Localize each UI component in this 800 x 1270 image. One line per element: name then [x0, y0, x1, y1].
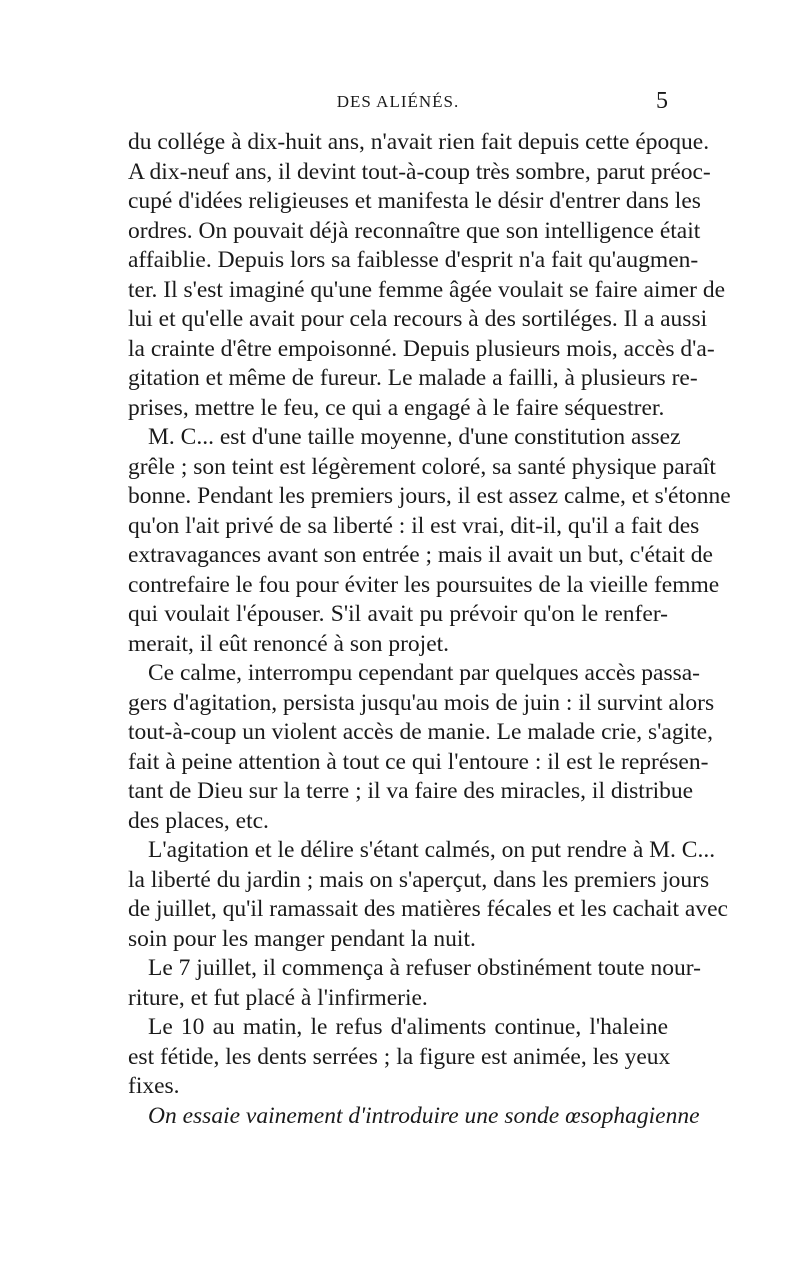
- text-line: riture, et fut placé à l'infirmerie.: [128, 985, 428, 1011]
- text-line: On essaie vainement d'introduire une sonde œsophagienne: [148, 1103, 700, 1129]
- text-line: merait, il eût renoncé à son projet.: [128, 631, 450, 657]
- text-line: la liberté du jardin ; mais on s'aperçut, dans les premiers jours: [128, 867, 710, 893]
- text-line: des places, etc.: [128, 808, 269, 834]
- text-line: A dix-neuf ans, il devint tout-à-coup très sombre, parut préoc-: [128, 159, 711, 185]
- text-line: lui et qu'elle avait pour cela recours à des sortiléges. Il a aussi: [128, 306, 708, 332]
- text-line: grêle ; son teint est légèrement coloré, sa santé physique paraît: [128, 454, 716, 480]
- text-line: gers d'agitation, persista jusqu'au mois de juin : il survint alors: [128, 690, 715, 716]
- text-line: fait à peine attention à tout ce qui l'entoure : il est le représen-: [128, 749, 709, 775]
- text-line: ter. Il s'est imaginé qu'une femme âgée voulait se faire aimer de: [128, 277, 726, 303]
- page-number: 5: [656, 88, 668, 114]
- text-line: Le 7 juillet, il commença à refuser obstinément toute nour-: [148, 955, 701, 981]
- text-line: extravagances avant son entrée ; mais il avait un but, c'était de: [128, 542, 713, 568]
- text-line: L'agitation et le délire s'étant calmés, on put rendre à M. C...: [148, 837, 716, 863]
- running-title: DES ALIÉNÉS.: [336, 92, 460, 111]
- text-line: contrefaire le fou pour éviter les poursuites de la vieille femme: [128, 572, 720, 598]
- text-line: cupé d'idées religieuses et manifesta le désir d'entrer dans les: [128, 188, 701, 214]
- page-header: [128, 88, 668, 118]
- text-line: est fétide, les dents serrées ; la figure est animée, les yeux: [128, 1044, 671, 1070]
- text-line: soin pour les manger pendant la nuit.: [128, 926, 476, 952]
- text-line: Le 10 au matin, le refus d'aliments continue, l'haleine: [148, 1014, 668, 1040]
- text-line: bonne. Pendant les premiers jours, il est assez calme, et s'étonne: [128, 483, 731, 509]
- text-line: de juillet, qu'il ramassait des matières fécales et les cachait avec: [128, 896, 728, 922]
- text-line: du collége à dix-huit ans, n'avait rien fait depuis cette époque.: [128, 129, 710, 155]
- text-line: la crainte d'être empoisonné. Depuis plusieurs mois, accès d'a-: [128, 336, 715, 362]
- text-line: tout-à-coup un violent accès de manie. Le malade crie, s'agite,: [128, 719, 713, 745]
- text-line: qui voulait l'épouser. S'il avait pu prévoir qu'on le renfer-: [128, 601, 668, 627]
- text-line: prises, mettre le feu, ce qui a engagé à le faire séquestrer.: [128, 395, 665, 421]
- text-line: ordres. On pouvait déjà reconnaître que son intelligence était: [128, 218, 701, 244]
- text-line: tant de Dieu sur la terre ; il va faire des miracles, il distribue: [128, 778, 694, 804]
- text-line: Ce calme, interrompu cependant par quelques accès passa-: [148, 660, 701, 686]
- text-line: gitation et même de fureur. Le malade a failli, à plusieurs re-: [128, 365, 698, 391]
- text-line: affaiblie. Depuis lors sa faiblesse d'esprit n'a fait qu'augmen-: [128, 247, 699, 273]
- text-line: fixes.: [128, 1073, 180, 1099]
- text-line: M. C... est d'une taille moyenne, d'une constitution assez: [148, 424, 681, 450]
- text-line: qu'on l'ait privé de sa liberté : il est vrai, dit-il, qu'il a fait des: [128, 513, 700, 539]
